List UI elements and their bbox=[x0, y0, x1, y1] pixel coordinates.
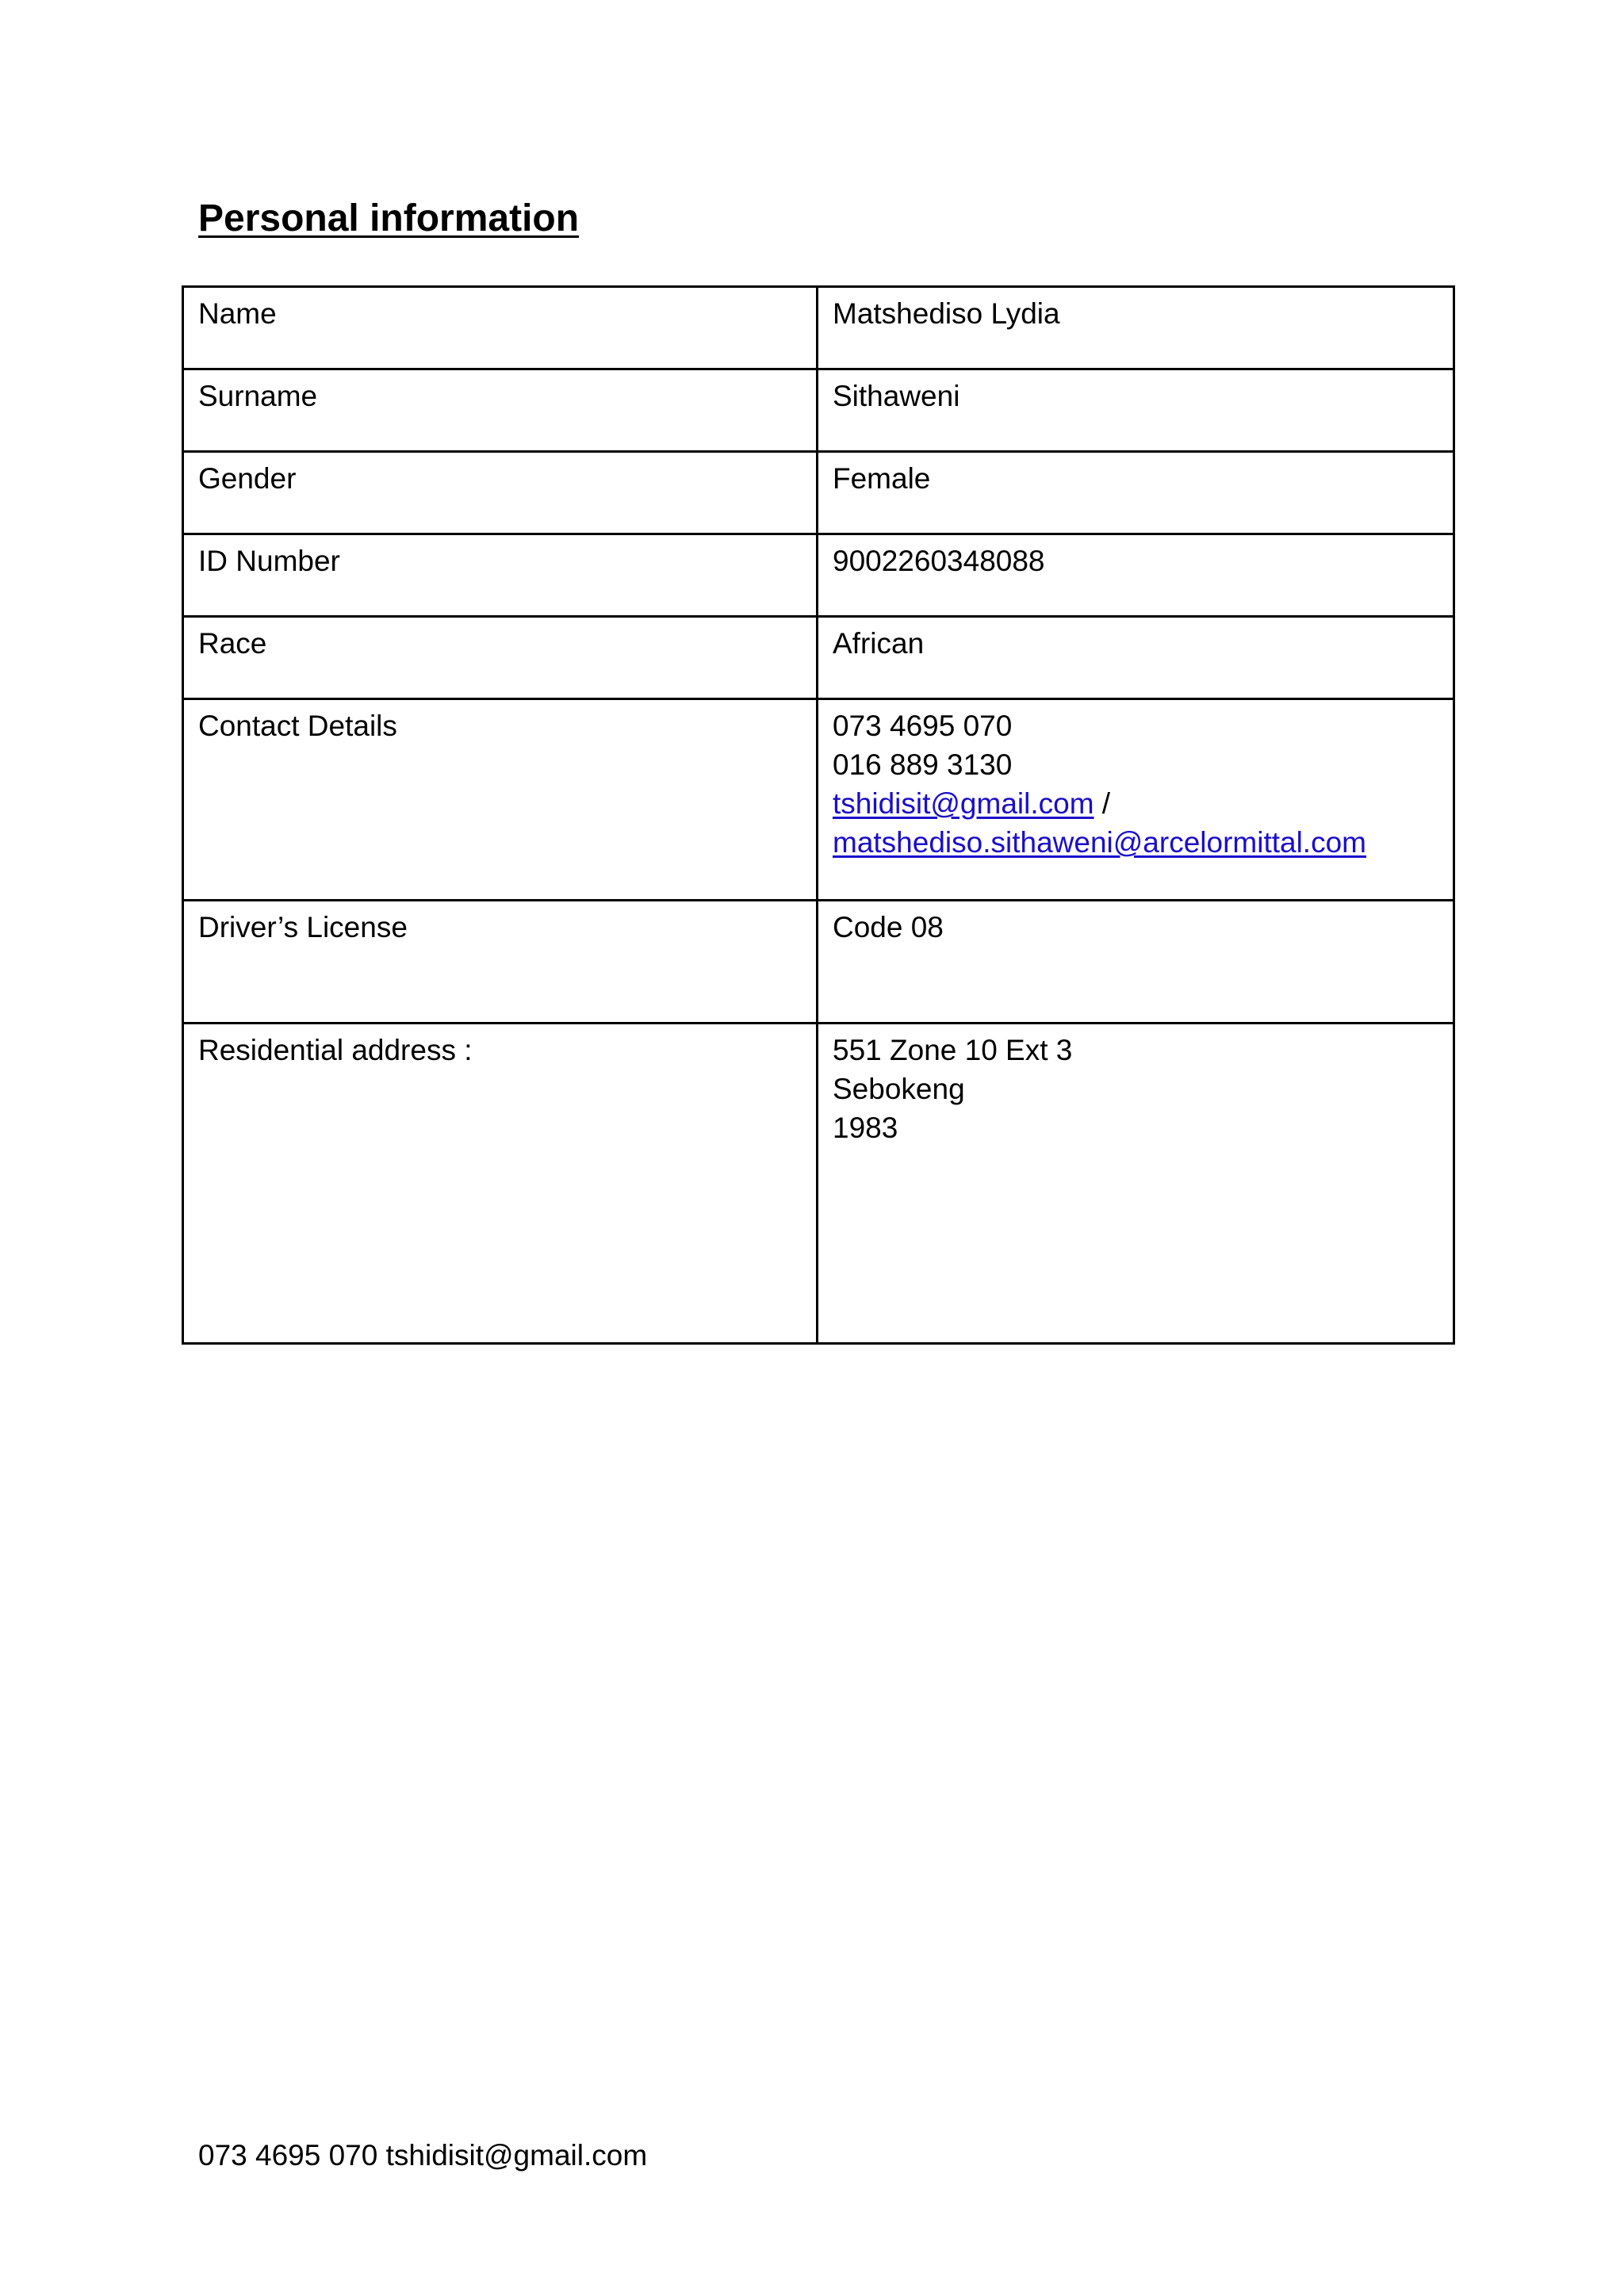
table-row-name bbox=[183, 287, 1454, 369]
contact-email-line-2 bbox=[833, 823, 1438, 862]
contact-phone-2: 016 889 3130 bbox=[833, 748, 1013, 781]
table-row-race bbox=[183, 617, 1454, 699]
address-line-1: 551 Zone 10 Ext 3 bbox=[833, 1034, 1073, 1066]
label-race: Race bbox=[183, 617, 818, 699]
label-surname: Surname bbox=[183, 369, 818, 452]
value-gender: Female bbox=[818, 452, 1454, 534]
label-gender: Gender bbox=[183, 452, 818, 534]
table-row-contact bbox=[183, 699, 1454, 901]
label-name: Name bbox=[183, 287, 818, 369]
table-row-gender bbox=[183, 452, 1454, 534]
section-heading: Personal information bbox=[198, 197, 580, 239]
label-contact: Contact Details bbox=[183, 699, 818, 901]
value-race: African bbox=[818, 617, 1454, 699]
email-link-personal[interactable]: tshidisit@gmail.com bbox=[833, 787, 1094, 820]
address-line-2: Sebokeng bbox=[833, 1073, 965, 1105]
address-line-3: 1983 bbox=[833, 1112, 898, 1144]
table-row-license bbox=[183, 901, 1454, 1024]
label-license: Driver’s License bbox=[183, 901, 818, 1024]
label-address: Residential address : bbox=[183, 1024, 818, 1344]
table-row-id-number bbox=[183, 534, 1454, 617]
value-contact bbox=[818, 699, 1454, 901]
contact-phone-1: 073 4695 070 bbox=[833, 710, 1013, 742]
email-separator: / bbox=[1094, 787, 1111, 820]
value-name: Matshediso Lydia bbox=[818, 287, 1454, 369]
email-link-work[interactable]: matshediso.sithaweni@arcelormittal.com bbox=[833, 826, 1366, 859]
page-footer: 073 4695 070 tshidisit@gmail.com bbox=[198, 2139, 648, 2172]
label-id-number: ID Number bbox=[183, 534, 818, 617]
personal-info-table bbox=[182, 285, 1455, 1345]
value-address bbox=[818, 1024, 1454, 1344]
table-row-surname bbox=[183, 369, 1454, 452]
value-id-number: 9002260348088 bbox=[818, 534, 1454, 617]
value-license: Code 08 bbox=[818, 901, 1454, 1024]
table-row-address bbox=[183, 1024, 1454, 1344]
contact-email-line bbox=[833, 784, 1438, 823]
value-surname: Sithaweni bbox=[818, 369, 1454, 452]
